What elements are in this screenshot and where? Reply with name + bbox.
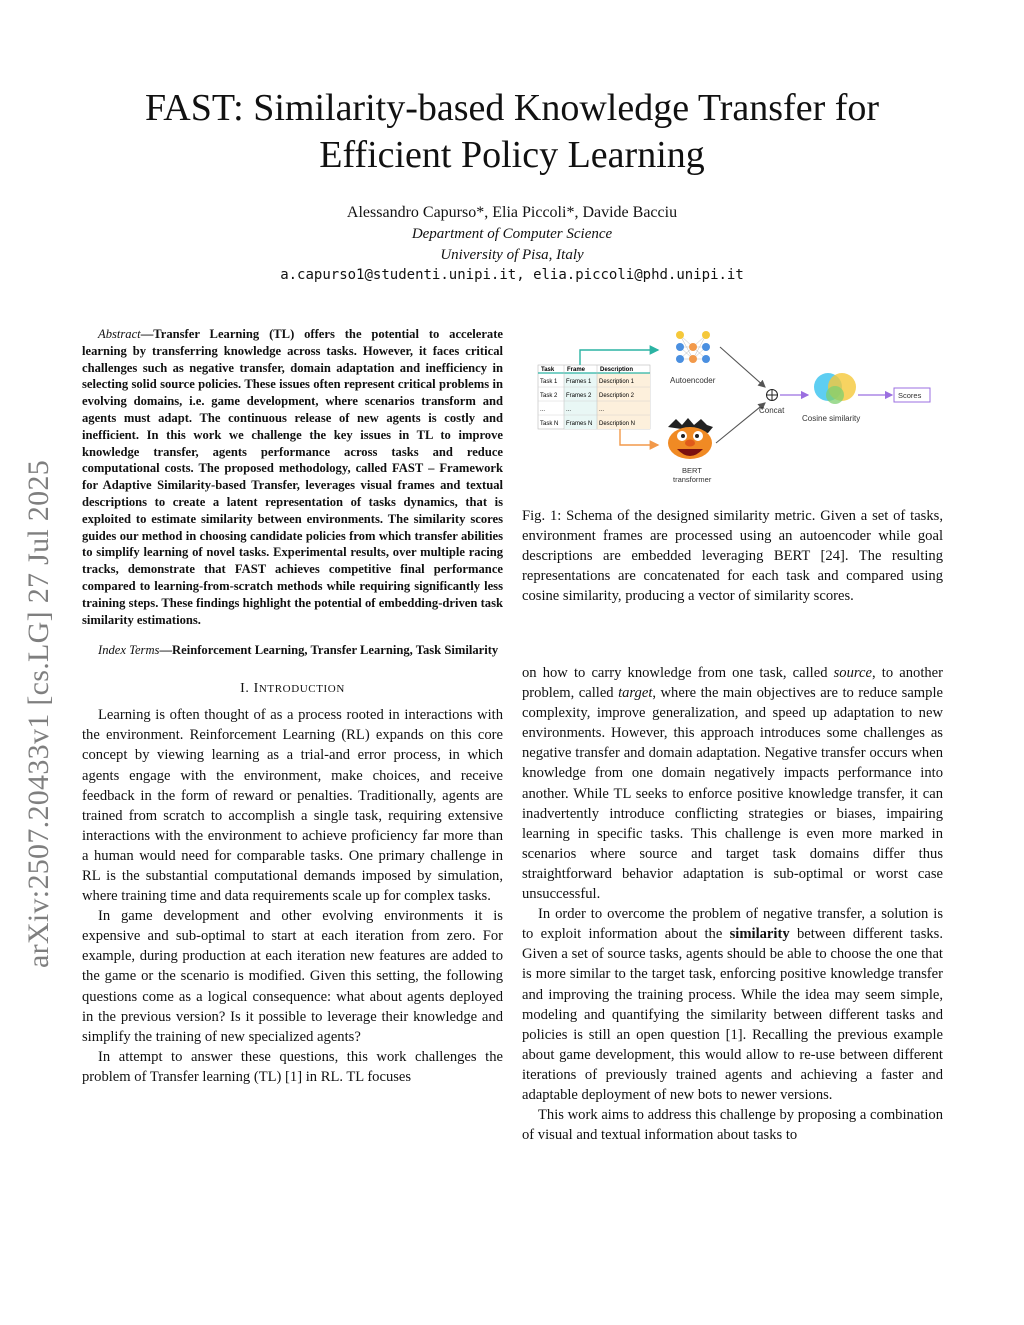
body-paragraph-2: In order to overcome the problem of negative transfer, a solution is to exploit information about the similarity between different tasks. Given a set of source tasks, agents should be able to choose the one that is more similar to the target task, enforcing positive knowledge transfer and improving the training process. While the idea may seem simple, modeling and quantifying the similarity between different tasks and policies is still an open question [1]. Recalling the previous example about game development, this would allow to re-use between different iterations of previously trained agents and achieving a faster and adaptable deployment of new bots to newer versions.: [522, 906, 944, 1103]
left-column: [82, 326, 503, 1087]
arrow-descriptions-to-bert: [620, 429, 658, 445]
table-cell: Description 1: [599, 379, 635, 385]
task-table: [538, 365, 650, 429]
figure-similarity-schema: [530, 325, 950, 495]
concat-label: Concat: [759, 406, 785, 415]
university: University of Pisa, Italy: [440, 247, 584, 263]
table-cell: Task 1: [540, 379, 558, 385]
bert-icon: [668, 418, 713, 459]
arrow-bert-to-concat: [716, 403, 765, 443]
table-header-frame: Frame: [567, 367, 586, 373]
index-terms: [82, 642, 503, 659]
index-terms-text: —Reinforcement Learning, Transfer Learning, Task Similarity: [159, 643, 499, 658]
abstract-text: —Transfer Learning (TL) offers the potential to accelerate learning by transferring knowledge across tasks. However, it faces critical challenges such as negative transfer, domain adaptation and inefficiency in selecting solid source policies. These issues often represent critical problems in evolving domains, i.e. game development, where scenarios transform and agents must adapt. The continuous release of new agents is costly and inefficient. In this work we challenge the key issues in TL to improve knowledge transfer, agents performance across tasks and reduce computational costs. The proposed methodology, called FAST – Framework for Adaptive Similarity-based Transfer, leverages visual frames and textual descriptions to create a latent representation of tasks dynamics, that is exploited to estimate similarity between environments. The similarity scores guides our method in choosing candidate policies from which transfer abilities to simplify learning of novel tasks. Experimental results, over multiple racing tracks, demonstrate that FAST achieves competitive final performance compared to learning-from-scratch methods while requiring significantly less training steps. These findings highlight the potential of embedding-driven task similarity estimations.: [82, 327, 503, 627]
bert-transformer-label: transformer: [673, 475, 712, 484]
author-list: Alessandro Capurso*, Elia Piccoli*, Davide Bacciu: [346, 204, 678, 221]
intro-paragraph-3: In attempt to answer these questions, this work challenges the problem of Transfer learning (TL) [1] in RL. TL focuses: [82, 1048, 503, 1085]
intro-paragraph-1: Learning is often thought of as a process rooted in interactions with the environment. Reinforcement Learning (RL) expands on this core concept by viewing learning as a trial-and error process, in which agents engage with the environment, make choices, and receive feedback in the form of reward or penalties. Traditionally, agents are trained from scratch to accomplish a single task, requiring extensive interactions with the environment to achieve proficiency far more than a human would need for comparable tasks. One primary challenge in RL is the substantial computational demands imposed by simulation, where training time and data requirements scale up for complex tasks.: [82, 707, 503, 905]
index-terms-label: Index Terms: [98, 643, 160, 658]
table-cell: Frames N: [566, 421, 593, 427]
abstract: [82, 326, 503, 628]
section-heading-introduction: I. INTRODUCTION: [240, 681, 345, 697]
arxiv-identifier: arXiv:2507.20433v1 [cs.LG] 27 Jul 2025: [22, 459, 55, 968]
concat-symbol: [767, 390, 778, 401]
table-cell: Frames 1: [566, 379, 592, 385]
figure-caption: Fig. 1: Schema of the designed similarity metric. Given a set of tasks, environment frames are processed using an autoencoder while goal descriptions are embedded leveraging BERT [24]. The resulting representations are concatenated for each task and compared using cosine similarity, producing a vector of similarity scores.: [522, 508, 943, 605]
table-cell: Task N: [540, 421, 559, 427]
table-header-task: Task: [541, 367, 555, 373]
autoencoder-label: Autoencoder: [670, 376, 716, 385]
department: Department of Computer Science: [411, 226, 613, 242]
table-header-description: Description: [600, 367, 634, 373]
right-column: [522, 663, 943, 1145]
author-emails: a.capurso1@studenti.unipi.it, elia.piccoli@phd.unipi.it: [280, 267, 744, 283]
arrow-autoencoder-to-concat: [720, 347, 765, 387]
table-cell: ...: [599, 407, 605, 413]
table-cell: Frames 2: [566, 393, 592, 399]
bert-label: BERT: [682, 466, 702, 475]
paper-title: FAST: Similarity-based Knowledge Transfer for Efficient Policy Learning: [144, 87, 880, 176]
table-cell: ...: [566, 407, 572, 413]
scores-label: Scores: [898, 391, 922, 400]
table-cell: Description N: [599, 421, 636, 427]
cosine-similarity-label: Cosine similarity: [802, 414, 861, 423]
body-paragraph-1: on how to carry knowledge from one task, called source, to another problem, called target, where the main objectives are to reduce sample complexity, improve generalization, and speed up adaptation to new environments. However, this approach introduces some challenges as negative transfer and domain adaptation. Negative transfer occurs when knowledge from one domain negatively impacts performance into another. While TL seeks to enforce positive knowledge transfer, it can inadvertently introduce conflicting strategies or biases, impairing learning in specific tasks. This challenge is even more marked in scenarios where source and target task domains differ thus straightforward behavior adaptation is sub-optimal or worst case unsuccessful.: [522, 665, 944, 903]
body-paragraph-3: This work aims to address this challenge by proposing a combination of visual and textual information about tasks to: [522, 1107, 943, 1144]
abstract-label: Abstract: [98, 327, 141, 341]
arrow-frames-to-autoencoder: [580, 350, 658, 365]
table-cell: Task 2: [540, 393, 558, 399]
autoencoder-icon: [676, 331, 710, 363]
table-cell: Description 2: [599, 393, 635, 399]
cosine-similarity-icon: [814, 373, 856, 404]
table-cell: ...: [540, 407, 546, 413]
intro-paragraph-2: In game development and other evolving environments it is expensive and sub-optimal to start at each iteration from zero. For example, during production at each iteration new features are added to the game or the scenario is modified. Given this setting, the following questions come as a logical consequence: what about agents deployed in the previous version? Is it possible to leverage their knowledge and simplify the training of new specialized agents?: [82, 908, 503, 1045]
